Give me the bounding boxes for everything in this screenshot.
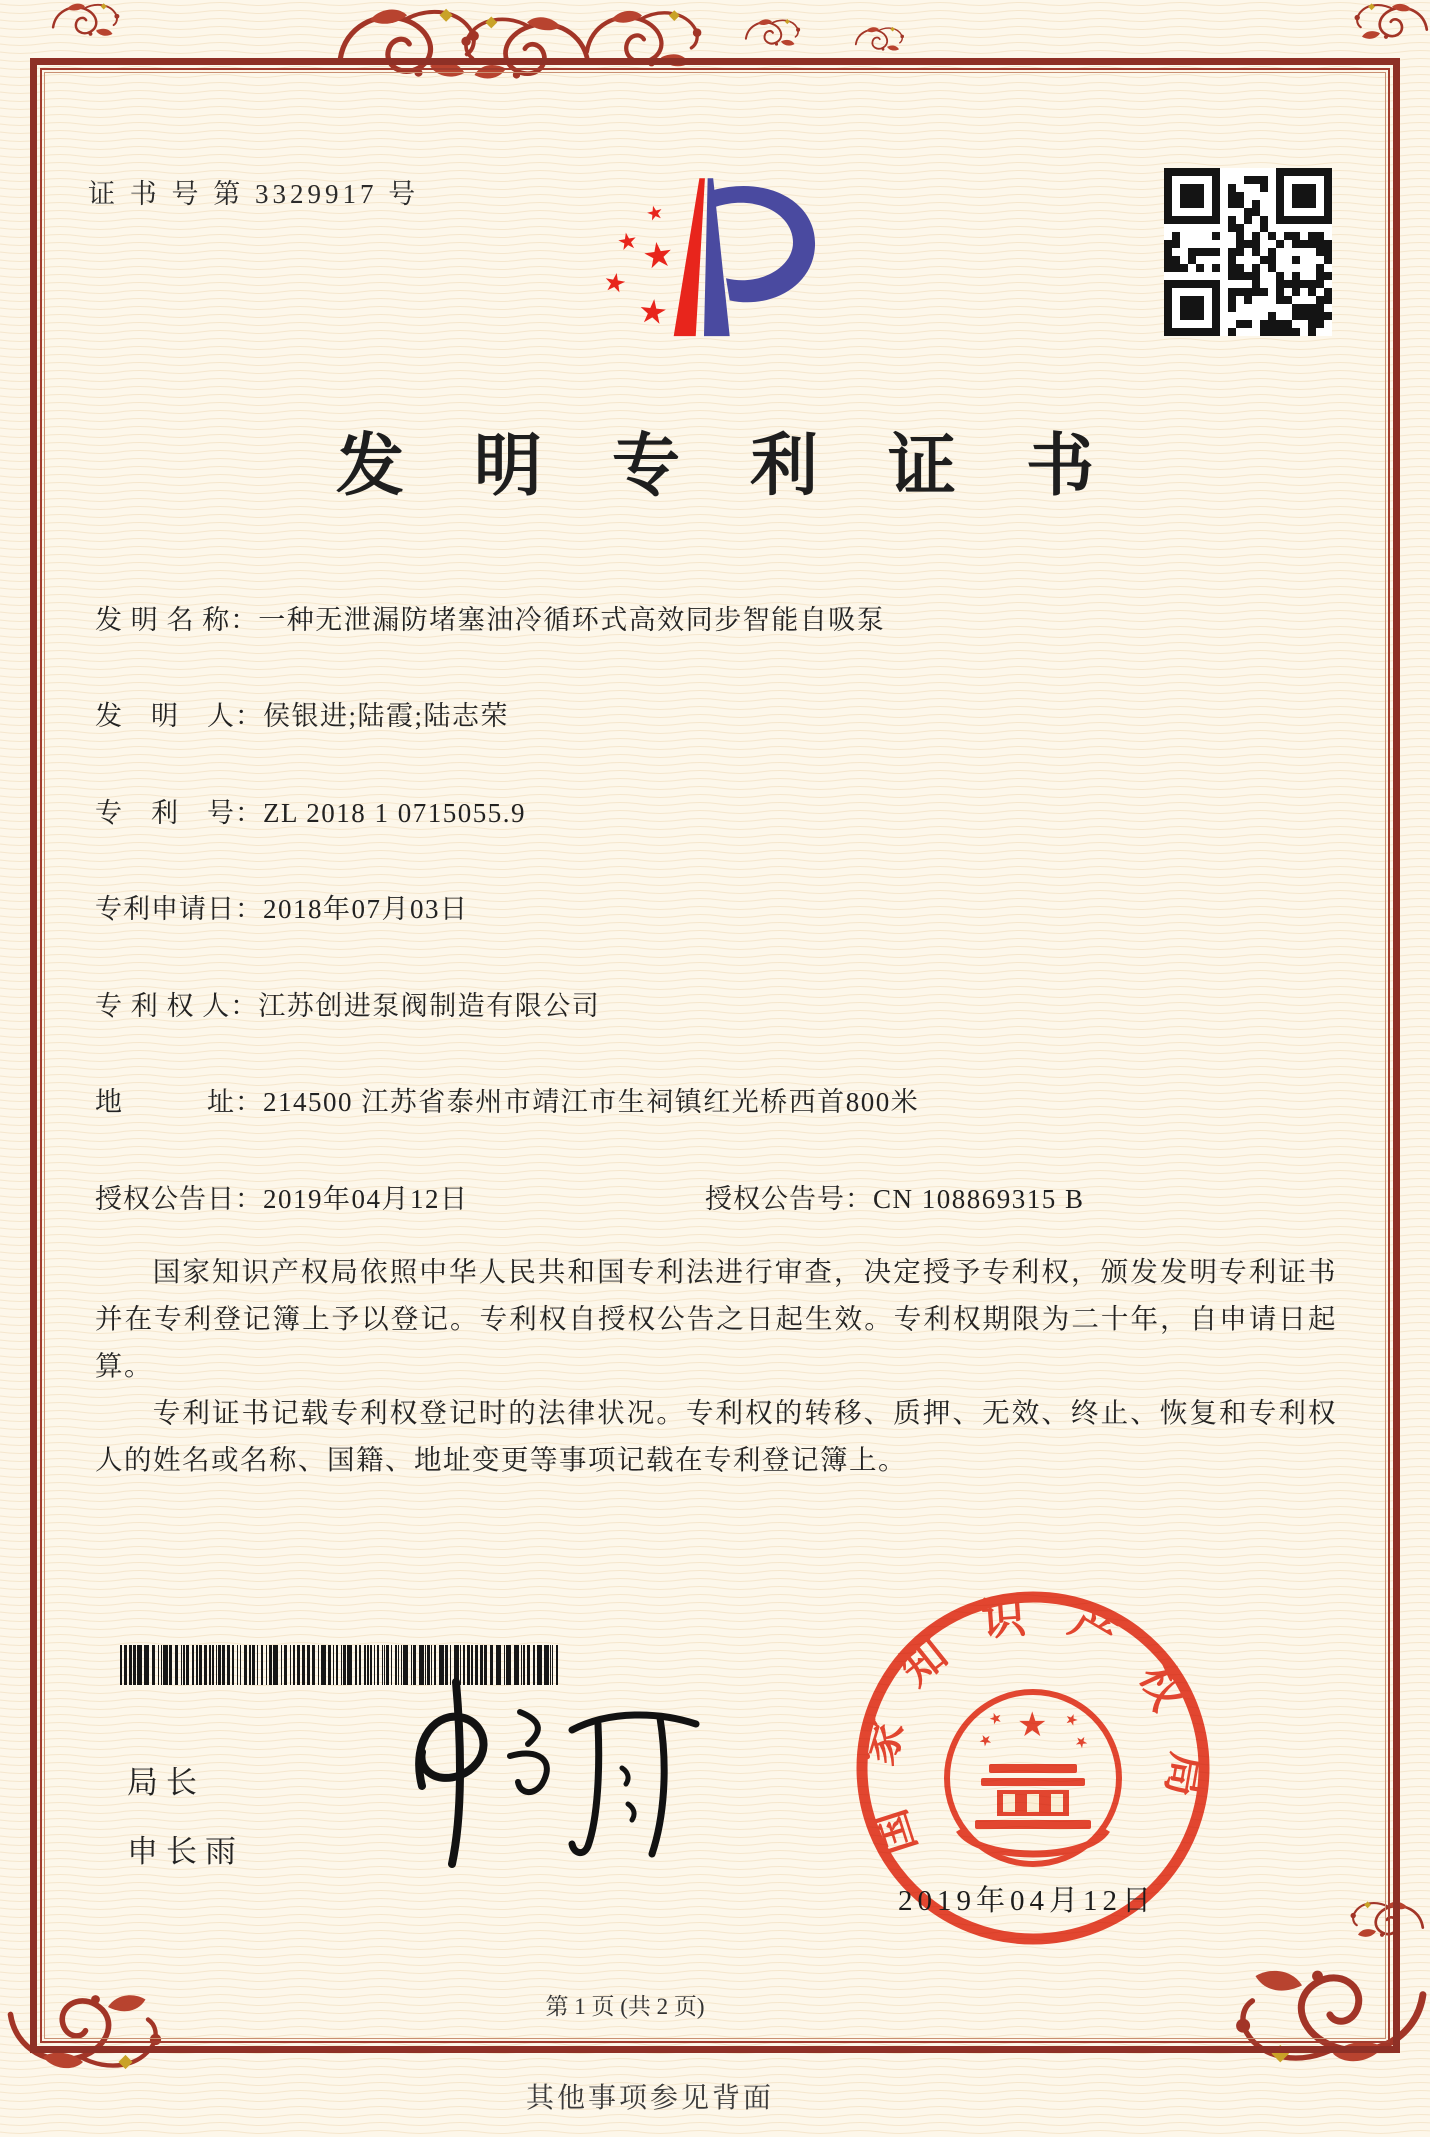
svg-text:★: ★ xyxy=(976,1730,996,1752)
qr-code xyxy=(1164,168,1332,336)
field-inventor xyxy=(95,694,509,733)
legal-paragraphs xyxy=(95,1248,1337,1483)
field-value: 2018年07月03日 xyxy=(263,894,469,924)
field-value: 江苏创进泵阀制造有限公司 xyxy=(258,991,601,1021)
svg-text:★: ★ xyxy=(1017,1707,1048,1744)
field-label: 授权公告号： xyxy=(705,1184,873,1214)
field-label: 发 明 人： xyxy=(95,701,263,731)
svg-text:★: ★ xyxy=(644,201,666,227)
field-patentee xyxy=(95,984,600,1023)
paragraph-register: 专利证书记载专利权登记时的法律状况。专利权的转移、质押、无效、终止、恢复和专利权人的姓名或名称、国籍、地址变更等事项记载在专利登记簿上。 xyxy=(95,1397,1337,1475)
field-invention-name xyxy=(95,598,885,637)
page-footer: 第 1 页 (共 2 页) xyxy=(545,1994,705,2019)
field-value: 侯银进;陆霞;陆志荣 xyxy=(263,701,510,731)
signatory-name: 申长雨 xyxy=(127,1834,244,1869)
cnipa-logo-icon xyxy=(600,170,830,360)
field-address xyxy=(95,1080,919,1119)
back-note: 其他事项参见背面 xyxy=(525,2083,774,2114)
svg-text:★: ★ xyxy=(640,234,677,278)
svg-text:★: ★ xyxy=(601,266,629,300)
signature-graphic xyxy=(360,1668,710,1878)
field-value: 214500 江苏省泰州市靖江市生祠镇红光桥西首800米 xyxy=(263,1087,920,1117)
field-grant-number xyxy=(705,1177,1085,1216)
svg-text:★: ★ xyxy=(636,293,670,333)
national-emblem xyxy=(947,1692,1119,1864)
field-filing-date xyxy=(95,887,469,926)
svg-text:★: ★ xyxy=(615,227,640,256)
signatory-title: 局长 xyxy=(127,1765,205,1800)
field-value: 2019年04月12日 xyxy=(263,1184,469,1214)
certificate-title: 发明专利证书 xyxy=(335,428,1164,504)
field-label: 地 址： xyxy=(95,1087,263,1117)
field-value: 一种无泄漏防堵塞油冷循环式高效同步智能自吸泵 xyxy=(258,605,886,635)
field-label: 专 利 号： xyxy=(95,798,263,828)
field-value: CN 108869315 B xyxy=(873,1184,1085,1214)
field-value: ZL 2018 1 0715055.9 xyxy=(263,798,526,828)
svg-text:★: ★ xyxy=(1062,1710,1081,1731)
field-grant-date xyxy=(95,1177,1335,1216)
svg-text:★: ★ xyxy=(1071,1732,1091,1754)
field-label: 授权公告日： xyxy=(95,1184,263,1214)
certificate-number: 证 书 号 第 3329917 号 xyxy=(88,179,420,209)
field-label: 专利申请日： xyxy=(95,894,263,924)
seal-text: 国家知识产权局 xyxy=(853,1590,1213,1861)
seal-date: 2019年04月12日 xyxy=(898,1885,1157,1917)
field-patent-number xyxy=(95,791,526,830)
field-label: 发 明 名 称： xyxy=(95,605,259,635)
paragraph-grant: 国家知识产权局依照中华人民共和国专利法进行审查，决定授予专利权，颁发发明专利证书并在专利登记簿上予以登记。专利权自授权公告之日起生效。专利权期限为二十年，自申请日起算。 xyxy=(95,1256,1337,1381)
field-label: 专 利 权 人： xyxy=(95,991,259,1021)
svg-text:★: ★ xyxy=(986,1709,1006,1730)
